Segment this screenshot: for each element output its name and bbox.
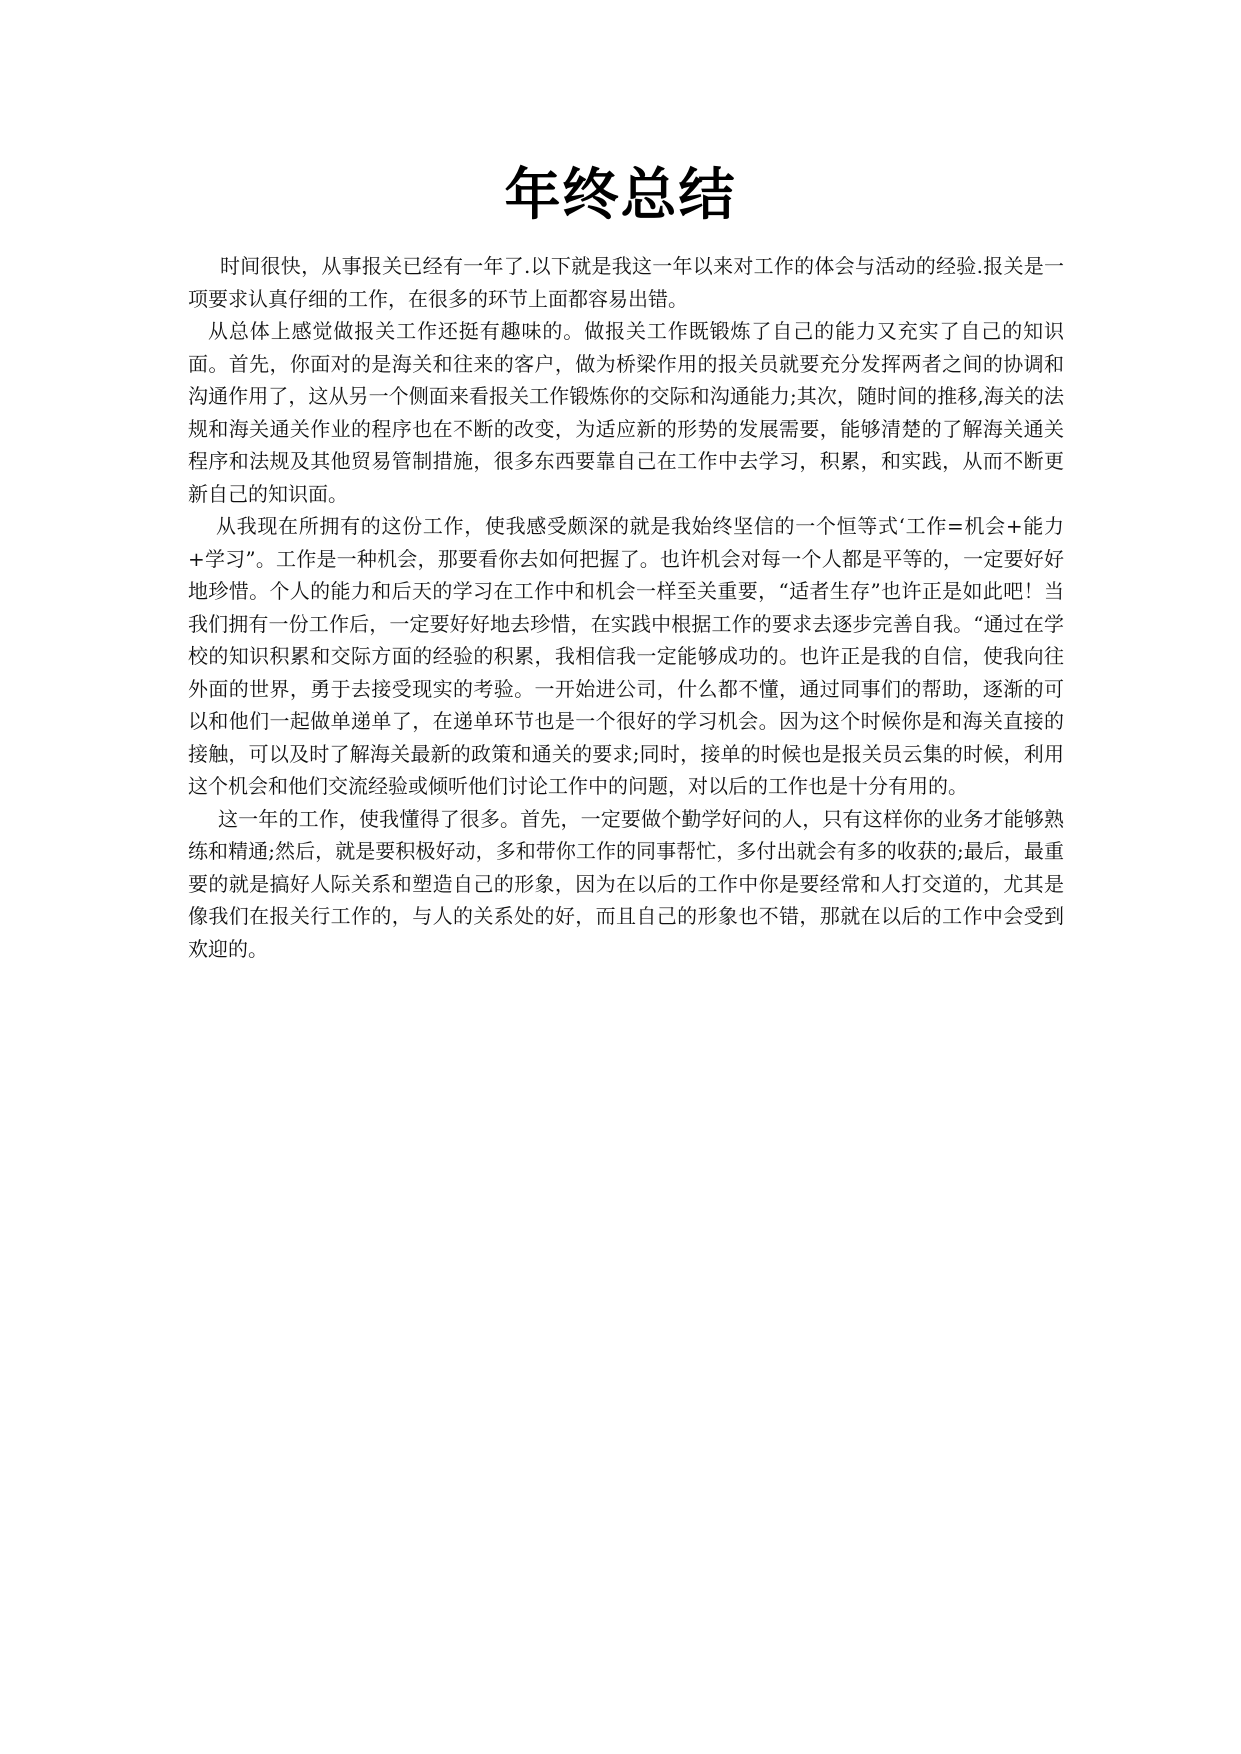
paragraph-3: 从我现在所拥有的这份工作，使我感受颇深的就是我始终坚信的一个恒等式‘工作=机会+能力+学习”。工作是一种机会，那要看你去如何把握了。也许机会对每一个人都是平等的，一定要好好地珍惜。个人的能力和后天的学习在工作中和机会一样至关重要，“适者生存”也许正是如此吧！当我们拥有一份工作后，一定要好好地去珍惜，在实践中根据工作的要求去逐步完善自我。“通过在学校的知识积累和交际方面的经验的积累，我相信我一定能够成功的。也许正是我的自信，使我向往外面的世界，勇于去接受现实的考验。一开始进公司，什么都不懂，通过同事们的帮助，逐渐的可以和他们一起做单递单了，在递单环节也是一个很好的学习机会。因为这个时候你是和海关直接的接触，可以及时了解海关最新的政策和通关的要求;同时，接单的时候也是报关员云集的时候，利用这个机会和他们交流经验或倾听他们讨论工作中的问题，对以后的工作也是十分有用的。 bbox=[188, 514, 1064, 798]
paragraph-4: 这一年的工作，使我懂得了很多。首先，一定要做个勤学好问的人，只有这样你的业务才能够熟练和精通;然后，就是要积极好动，多和带你工作的同事帮忙，多付出就会有多的收获的;最后，最重要的就是搞好人际关系和塑造自己的形象，因为在以后的工作中你是要经常和人打交道的，尤其是像我们在报关行工作的，与人的关系处的好，而且自己的形象也不错，那就在以后的工作中会受到欢迎的。 bbox=[188, 806, 1064, 961]
document-body bbox=[188, 250, 1064, 965]
paragraph-1: 时间很快，从事报关已经有一年了.以下就是我这一年以来对工作的体会与活动的经验.报关是一项要求认真仔细的工作，在很多的环节上面都容易出错。 bbox=[188, 254, 1064, 311]
paragraph-2: 从总体上感觉做报关工作还挺有趣味的。做报关工作既锻炼了自己的能力又充实了自己的知识面。首先，你面对的是海关和往来的客户，做为桥梁作用的报关员就要充分发挥两者之间的协调和沟通作用了，这从另一个侧面来看报关工作锻炼你的交际和沟通能力;其次，随时间的推移,海关的法规和海关通关作业的程序也在不断的改变，为适应新的形势的发展需要，能够清楚的了解海关通关程序和法规及其他贸易管制措施，很多东西要靠自己在工作中去学习，积累，和实践，从而不断更新自己的知识面。 bbox=[188, 319, 1064, 506]
document-title: 年终总结 bbox=[504, 163, 737, 228]
